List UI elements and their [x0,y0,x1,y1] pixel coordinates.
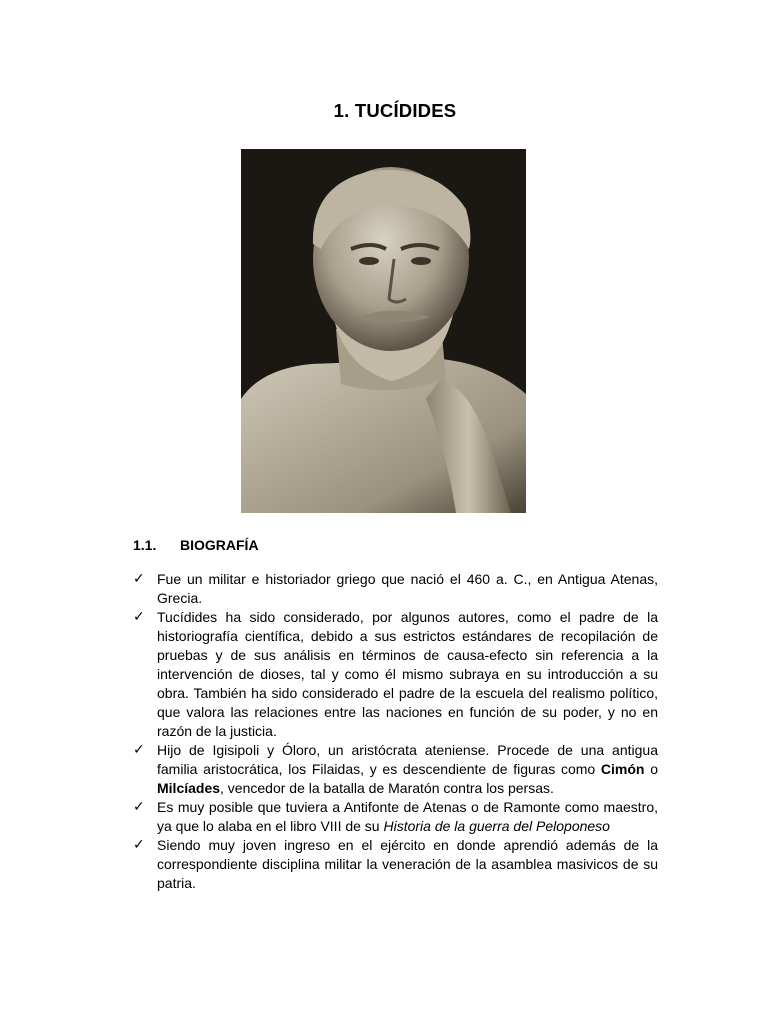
list-item [133,798,658,836]
list-item-text: o [644,761,658,777]
section-number: 1.1. [133,537,157,553]
list-item [133,570,658,608]
section-heading [133,537,259,553]
portrait-image [241,149,526,513]
list-item-text: Es muy posible que tuviera a Antifonte de Atenas o de Ramonte como maestro, ya que lo alaba en el libro VIII de su [157,799,658,834]
list-item-text: Fue un militar e historiador griego que nació el 460 a. C., en Antigua Atenas, Grecia. [157,571,658,606]
check-icon: ✓ [133,571,145,587]
check-icon: ✓ [133,742,145,758]
list-item-text: Siendo muy joven ingreso en el ejército en donde aprendió además de la correspondiente disciplina militar la veneración de la asamblea masivicos de su patria. [157,837,658,891]
page-title: 1. TUCÍDIDES [333,100,457,121]
bust-left-eye [359,257,379,265]
bust-right-eye [411,257,431,265]
list-item [133,608,658,741]
list-item-text: , vencedor de la batalla de Maratón contra los persas. [220,780,554,796]
list-item [133,741,658,798]
book-title: Historia de la guerra del Peloponeso [383,818,610,834]
biography-list [133,570,658,893]
list-item-text: Hijo de Igisipoli y Óloro, un aristócrata ateniense. Procede de una antigua familia aristocrática, los Filaidas, y es descendiente de figuras como [157,742,658,777]
list-item [133,836,658,893]
check-icon: ✓ [133,837,145,853]
bold-name-milciades: Milcíades [157,780,221,796]
section-title: BIOGRAFÍA [180,537,259,553]
list-item-text: Tucídides ha sido considerado, por algunos autores, como el padre de la historiografía científica, debido a sus estrictos estándares de recopilación de pruebas y de sus análisis en términos de causa-efecto sin referencia a la intervención de dioses, tal y como él mismo subraya en su introducción a su obra. También ha sido considerado el padre de la escuela del realismo político, que valora las relaciones entre las naciones en función de su poder, y no en razón de la justicia. [157,609,658,739]
check-icon: ✓ [133,799,145,815]
bold-name-cimon: Cimón [600,761,645,777]
check-icon: ✓ [133,609,145,625]
